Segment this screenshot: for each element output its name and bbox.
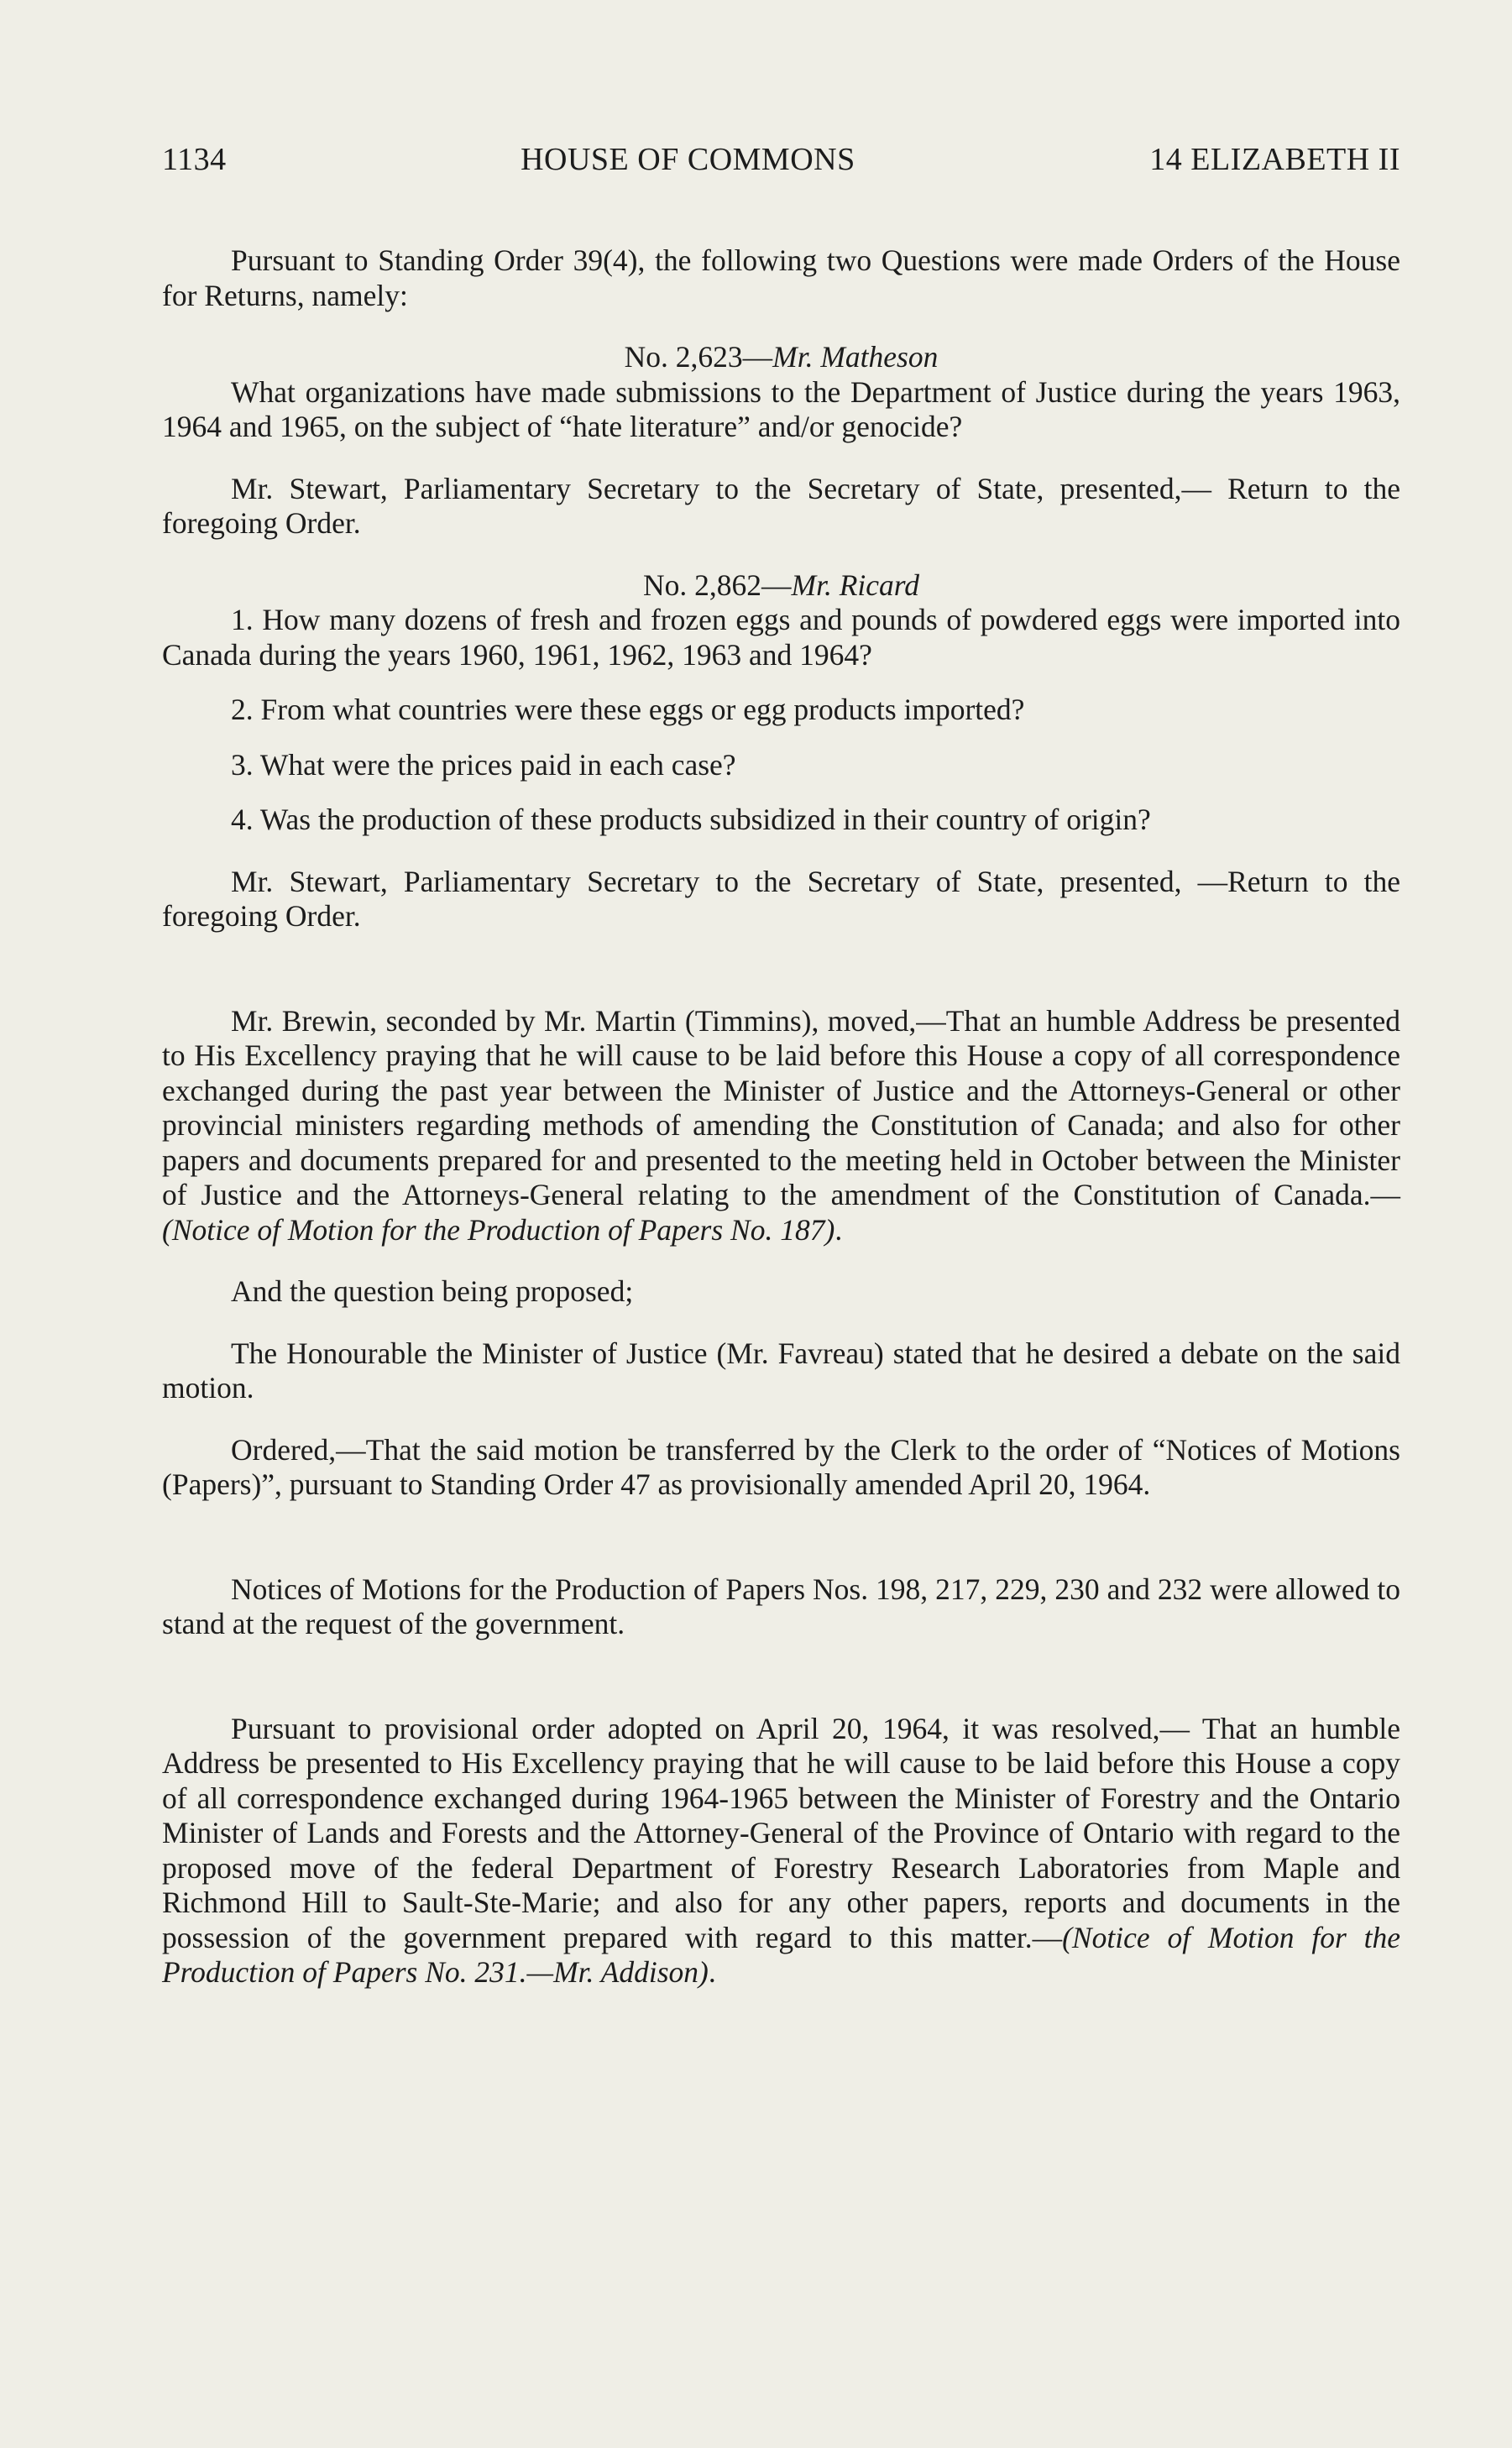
question-number: No. 2,623— (624, 340, 773, 374)
debate-paragraph: The Honourable the Minister of Justice (Mr. Favreau) stated that he desired a debate on the said motion. (162, 1336, 1400, 1404)
intro-paragraph: Pursuant to Standing Order 39(4), the following two Questions were made Orders of the House for Returns, namely: (162, 243, 1400, 312)
resolution-end: . (708, 1955, 716, 1989)
question-proposed: And the question being proposed; (231, 1274, 634, 1308)
journal-page (162, 141, 1400, 1990)
question-item: 2. From what countries were these eggs or egg products imported? (231, 693, 1025, 726)
question-item: 3. What were the prices paid in each case? (231, 747, 736, 782)
motion-text: Mr. Brewin, seconded by Mr. Martin (Timmins), moved,—That an humble Address be presented to His Excellency praying that he will cause to be laid before this House a copy of all correspondence exchanged during the past year between the Minister of Justice and the Attorneys-General or other provincial ministers regarding methods of amending the Constitution of Canada; and also for other papers and documents prepared for and presented to the meeting held in October between the Minister of Justice and the Attorneys-General relating to the amendment of the Constitution of Canada.— (162, 1003, 1400, 1211)
resolution-notice: (Notice of Motion for the Production of Papers No. 231.—Mr. Addison) (162, 1920, 1400, 1989)
question-heading (162, 340, 1400, 375)
question-member: Mr. Matheson (772, 340, 939, 374)
return-paragraph: Mr. Stewart, Parliamentary Secretary to the Secretary of State, presented, —Return to the foregoing Order. (162, 864, 1400, 933)
resolution-paragraph (162, 1712, 1400, 1990)
return-paragraph: Mr. Stewart, Parliamentary Secretary to the Secretary of State, presented,— Return to the foregoing Order. (162, 471, 1400, 540)
question-number: No. 2,862— (642, 568, 792, 602)
notices-stand-paragraph: Notices of Motions for the Production of Papers Nos. 198, 217, 229, 230 and 232 were allowed to stand at the request of the government. (162, 1572, 1400, 1640)
page-title: HOUSE OF COMMONS (521, 142, 855, 177)
motion-paragraph (162, 1004, 1400, 1248)
motion-notice: (Notice of Motion for the Production of Papers No. 187) (162, 1212, 835, 1247)
page-header (162, 141, 1400, 178)
question-text: What organizations have made submissions to the Department of Justice during the years 1963, 1964 and 1965, on the subject of “hate literature” and/or genocide? (162, 374, 1400, 443)
question-item: 4. Was the production of these products subsidized in their country of origin? (231, 803, 1151, 836)
motion-end: . (834, 1212, 843, 1247)
question-heading (162, 568, 1400, 604)
resolution-text: Pursuant to provisional order adopted on April 20, 1964, it was resolved,— That an humble Address be presented to His Excellency praying that he will cause to be laid before this House a copy of all correspondence exchanged during 1964-1965 between the Minister of Forestry and the Ontario Minister of Lands and Forests and the Attorney-General of the Province of Ontario with regard to the proposed move of the federal Department of Forestry Research Laboratories from Maple and Richmond Hill to Sault-Ste-Marie; and also for any other papers, reports and documents in the possession of the government prepared with regard to this matter.— (162, 1711, 1400, 1954)
session-label: 14 ELIZABETH II (1149, 142, 1400, 177)
question-member: Mr. Ricard (791, 568, 920, 602)
page-number: 1134 (162, 142, 227, 177)
ordered-paragraph: Ordered,—That the said motion be transferred by the Clerk to the order of “Notices of Motions (Papers)”, pursuant to Standing Order 47 as provisionally amended April 20, 1964. (162, 1432, 1400, 1501)
question-item: 1. How many dozens of fresh and frozen eggs and pounds of powdered eggs were imported into Canada during the years 1960, 1961, 1962, 1963 and 1964? (162, 603, 1400, 672)
